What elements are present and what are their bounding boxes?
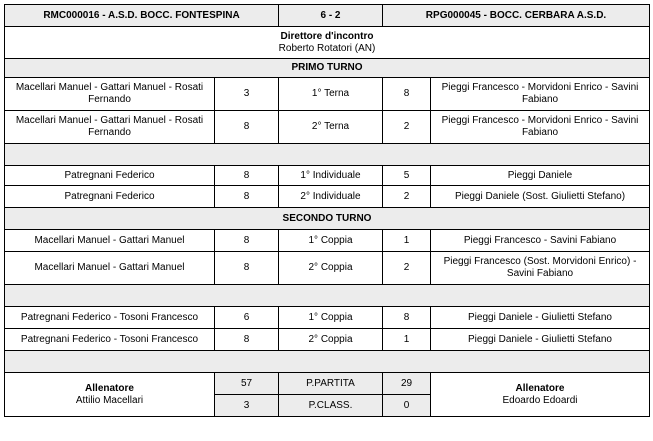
away-score: 2 (383, 186, 431, 208)
home-players: Patregnani Federico (5, 186, 215, 208)
spacer-row (5, 285, 650, 307)
away-score: 2 (383, 252, 431, 285)
home-coach-name: Attilio Macellari (75, 394, 144, 406)
home-players: Macellari Manuel - Gattari Manuel (5, 230, 215, 252)
game-type: 1° Coppia (279, 307, 383, 329)
home-players: Patregnani Federico (5, 166, 215, 186)
home-coach-label: Allenatore (85, 382, 134, 394)
home-score: 6 (215, 307, 279, 329)
away-players: Pieggi Daniele - Giulietti Stefano (431, 307, 650, 329)
home-score: 8 (215, 166, 279, 186)
home-players: Patregnani Federico - Tosoni Francesco (5, 307, 215, 329)
away-coach-name: Edoardo Edoardi (502, 394, 578, 406)
match-row (5, 230, 650, 252)
home-score: 8 (215, 230, 279, 252)
away-players: Pieggi Francesco - Savini Fabiano (431, 230, 650, 252)
away-score: 2 (383, 111, 431, 144)
match-header-row (5, 5, 650, 27)
away-team-name: RPG000045 - BOCC. CERBARA A.S.D. (383, 5, 650, 27)
home-players: Macellari Manuel - Gattari Manuel - Rosati Fernando (5, 78, 215, 111)
home-players: Patregnani Federico - Tosoni Francesco (5, 329, 215, 351)
spacer-cell (5, 144, 650, 166)
away-class-points: 0 (383, 395, 431, 417)
spacer-cell (5, 285, 650, 307)
home-team-name: RMC000016 - A.S.D. BOCC. FONTESPINA (5, 5, 279, 27)
spacer-row (5, 144, 650, 166)
away-total-points: 29 (383, 373, 431, 395)
section-title-row (5, 208, 650, 230)
match-row (5, 111, 650, 144)
footer-row-points (5, 373, 650, 395)
away-players: Pieggi Daniele (431, 166, 650, 186)
total-points-label: P.PARTITA (279, 373, 383, 395)
game-type: 1° Coppia (279, 230, 383, 252)
spacer-cell (5, 351, 650, 373)
match-row (5, 186, 650, 208)
game-type: 2° Terna (279, 111, 383, 144)
director-label: Direttore d'incontro (280, 30, 374, 42)
game-type: 2° Individuale (279, 186, 383, 208)
home-score: 8 (215, 186, 279, 208)
home-class-points: 3 (215, 395, 279, 417)
home-total-points: 57 (215, 373, 279, 395)
away-score: 5 (383, 166, 431, 186)
game-type: 2° Coppia (279, 252, 383, 285)
home-coach-cell (5, 373, 215, 417)
section-title-secondo-turno: SECONDO TURNO (5, 208, 650, 230)
match-row (5, 329, 650, 351)
away-score: 8 (383, 78, 431, 111)
match-row (5, 307, 650, 329)
game-type: 1° Terna (279, 78, 383, 111)
away-coach-label: Allenatore (515, 382, 565, 394)
home-score: 8 (215, 329, 279, 351)
away-coach-cell (431, 373, 650, 417)
match-report-table (4, 4, 650, 417)
match-row (5, 78, 650, 111)
director-cell (5, 27, 650, 59)
home-players: Macellari Manuel - Gattari Manuel (5, 252, 215, 285)
home-score: 8 (215, 252, 279, 285)
away-players: Pieggi Daniele - Giulietti Stefano (431, 329, 650, 351)
game-type: 2° Coppia (279, 329, 383, 351)
away-players: Pieggi Francesco - Morvidoni Enrico - Savini Fabiano (431, 111, 650, 144)
section-title-primo-turno: PRIMO TURNO (5, 59, 650, 78)
away-players: Pieggi Daniele (Sost. Giulietti Stefano) (431, 186, 650, 208)
away-score: 1 (383, 329, 431, 351)
home-players: Macellari Manuel - Gattari Manuel - Rosati Fernando (5, 111, 215, 144)
home-score: 3 (215, 78, 279, 111)
game-type: 1° Individuale (279, 166, 383, 186)
home-score: 8 (215, 111, 279, 144)
section-title-row (5, 59, 650, 78)
away-players: Pieggi Francesco - Morvidoni Enrico - Savini Fabiano (431, 78, 650, 111)
match-row (5, 252, 650, 285)
class-points-label: P.CLASS. (279, 395, 383, 417)
away-score: 1 (383, 230, 431, 252)
match-score: 6 - 2 (279, 5, 383, 27)
away-players: Pieggi Francesco (Sost. Morvidoni Enrico) - Savini Fabiano (431, 252, 650, 285)
spacer-row (5, 351, 650, 373)
match-row (5, 166, 650, 186)
director-row (5, 27, 650, 59)
away-score: 8 (383, 307, 431, 329)
director-name: Roberto Rotatori (AN) (278, 42, 376, 54)
